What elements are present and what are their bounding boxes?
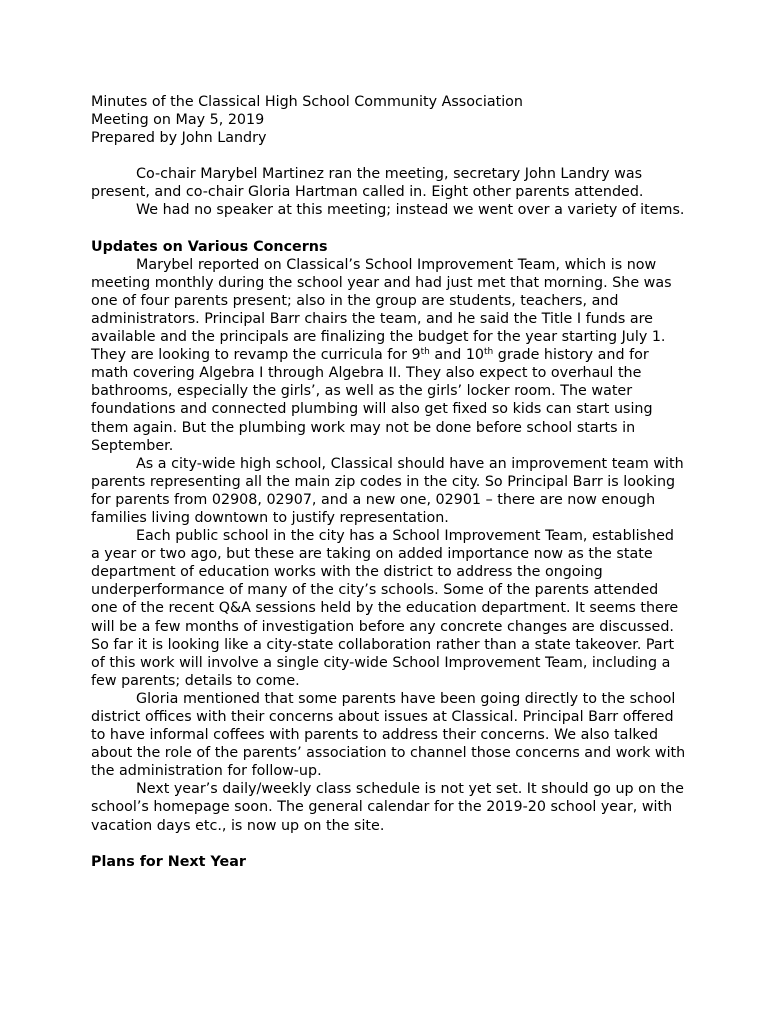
section-heading-updates: Updates on Various Concerns xyxy=(91,238,328,255)
document-title: Minutes of the Classical High School Community Association xyxy=(91,94,523,110)
meeting-date: Meeting on May 5, 2019 xyxy=(91,112,265,129)
prepared-by: Prepared by John Landry xyxy=(91,130,267,147)
paragraph-text: Marybel reported on Classical’s School Improvement Team, which is now meeting monthly during the school year and had just met that morning. She was one of four parents present; also in the group are students, teachers, and administrators. Principal Barr chairs the team, and he said the Title I funds are available and the principals are finalizing the budget for the year starting July 1. They are looking to revamp the curricula for 9 xyxy=(91,256,672,364)
updates-paragraph-3: Each public school in the city has a School Improvement Team, established a year or two ago, but these are taking on added importance now as the state department of education works with the district to address the ongoing underperformance of many of the city’s schools. Some of the parents attended one of the recent Q&A sessions held by the education department. It seems there will be a few months of investigation before any concrete changes are discussed. So far it is looking like a city-state collaboration rather than a state takeover. Part of this work will involve a single city-wide School Improvement Team, including a few parents; details to come. xyxy=(91,528,679,689)
updates-paragraph-2: As a city-wide high school, Classical should have an improvement team with parents representing all the main zip codes in the city. So Principal Barr is looking for parents from 02908, 02907, and a new one, 02901 – there are now enough families living downtown to justify representation. xyxy=(91,455,684,526)
superscript: th xyxy=(484,347,494,358)
section-heading-plans: Plans for Next Year xyxy=(91,853,246,870)
updates-paragraph-4: Gloria mentioned that some parents have been going directly to the school district offices with their concerns about issues at Classical. Principal Barr offered to have informal coffees with parents to address their concerns. We also talked about the role of the parents’ association to channel those concerns and work with the administration for follow-up. xyxy=(91,690,686,780)
updates-paragraph-1 xyxy=(91,256,686,455)
paragraph-text: and 10 xyxy=(429,347,485,364)
intro-paragraph-2: We had no speaker at this meeting; instead we went over a variety of items. xyxy=(136,202,685,219)
superscript: th xyxy=(420,347,430,358)
document-page xyxy=(91,93,686,871)
paragraph-text: grade history and for math covering Algebra I through Algebra II. They also expect to overhaul the bathrooms, especially the girls’, as well as the girls’ locker room. The water foundations and connected plumbing will also get fixed so kids can start using them again. But the plumbing work may not be done before school starts in September. xyxy=(91,347,653,454)
spacer xyxy=(91,220,686,238)
spacer xyxy=(91,835,686,853)
intro-paragraph-1: Co-chair Marybel Martinez ran the meeting, secretary John Landry was present, and co-chair Gloria Hartman called in. Eight other parents attended. xyxy=(91,166,644,201)
updates-paragraph-5: Next year’s daily/weekly class schedule is not yet set. It should go up on the school’s homepage soon. The general calendar for the 2019-20 school year, with vacation days etc., is now up on the site. xyxy=(91,781,684,834)
document-header xyxy=(91,93,686,147)
